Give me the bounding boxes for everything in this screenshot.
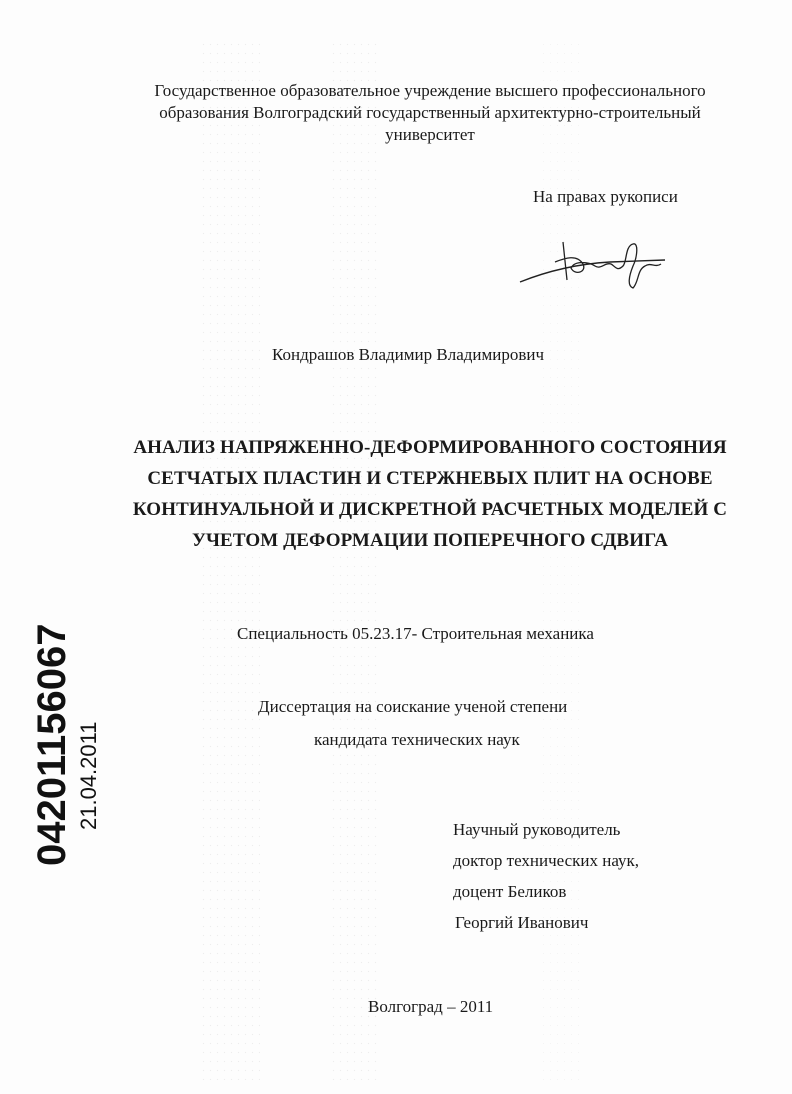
advisor-line: Георгий Иванович: [455, 913, 589, 932]
scientific-advisor: [453, 814, 639, 938]
title-line: КОНТИНУАЛЬНОЙ И ДИСКРЕТНОЙ РАСЧЕТНЫХ МОДЕЛЕЙ С: [132, 499, 728, 520]
title-line: УЧЕТОМ ДЕФОРМАЦИИ ПОПЕРЕЧНОГО СДВИГА: [191, 530, 669, 551]
degree-line: кандидата технических наук: [314, 730, 520, 749]
author-name: Кондрашов Владимир Владимирович: [272, 345, 545, 364]
advisor-line: Научный руководитель: [453, 820, 621, 839]
stamp-number: 04201156067: [30, 623, 74, 866]
scan-noise: [330, 40, 380, 1080]
scan-noise: [200, 40, 260, 1080]
dissertation-title: [100, 432, 760, 556]
library-stamp: [20, 623, 101, 870]
institution-line: университет: [385, 125, 475, 144]
institution-line: Государственное образовательное учреждение высшего профессионального: [154, 81, 706, 100]
institution-name: [90, 80, 770, 146]
title-line: СЕТЧАТЫХ ПЛАСТИН И СТЕРЖНЕВЫХ ПЛИТ НА ОСНОВЕ: [147, 468, 713, 489]
advisor-line: доцент Беликов: [453, 882, 567, 901]
city-year: Волгоград – 2011: [368, 997, 494, 1016]
title-line: АНАЛИЗ НАПРЯЖЕННО-ДЕФОРМИРОВАННОГО СОСТОЯНИЯ: [133, 437, 727, 458]
degree-line: Диссертация на соискание ученой степени: [258, 697, 568, 716]
manuscript-note: На правах рукописи: [533, 187, 678, 206]
stamp-date: 21.04.2011: [76, 721, 101, 830]
specialty: Специальность 05.23.17- Строительная механика: [237, 624, 594, 643]
advisor-line: доктор технических наук,: [453, 851, 640, 870]
institution-line: образования Волгоградский государственный архитектурно-строительный: [159, 103, 701, 122]
handwritten-signature: [515, 232, 675, 292]
